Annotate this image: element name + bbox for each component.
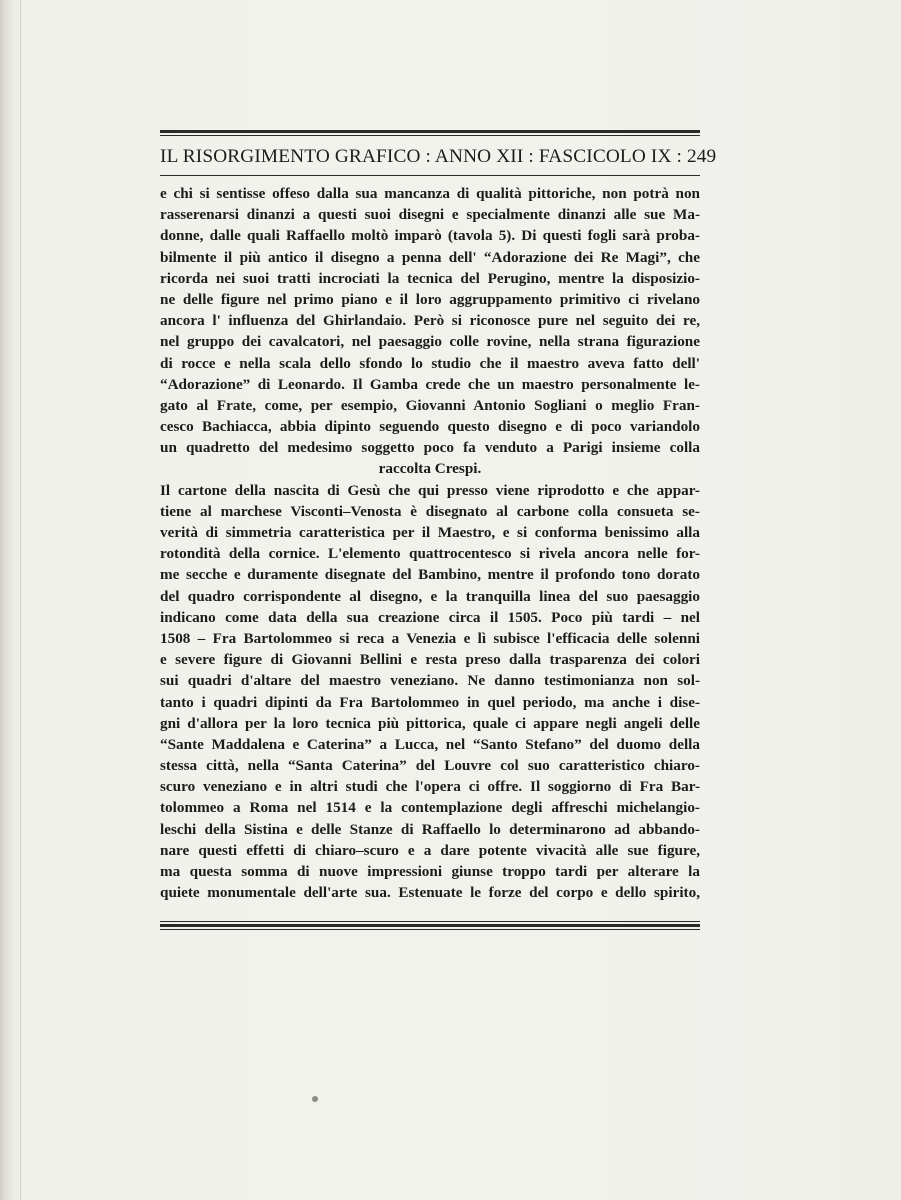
text-line: 1508 – Fra Bartolommeo si reca a Venezia e lì subisce l'efficacia delle solenni <box>160 629 700 647</box>
binding-edge <box>0 0 14 1200</box>
text-line: donne, dalle quali Raffaello moltò imparò (tavola 5). Di questi fogli sarà proba- <box>160 227 700 245</box>
text-line: indicano come data della sua creazione circa il 1505. Poco più tardi – nel <box>160 608 700 626</box>
text-line: ne delle figure nel primo piano e il loro aggruppamento primitivo ci rivelano <box>160 290 700 308</box>
text-line: scuro veneziano e in altri studi che l'opera ci offre. Il soggiorno di Fra Bar- <box>160 778 700 796</box>
text-line: raccolta Crespi. <box>378 460 482 478</box>
text-line: ancora l' influenza del Ghirlandaio. Però si riconosce pure nel seguito dei re, <box>160 312 700 330</box>
bottom-double-rule <box>160 921 700 930</box>
text-line: leschi della Sistina e delle Stanze di Raffaello lo determinarono ad abbando- <box>160 820 700 838</box>
text-line: nel gruppo dei cavalcatori, nel paesaggio colle rovine, nella strana figurazione <box>160 333 700 351</box>
running-head-rule <box>160 175 700 176</box>
text-line: un quadretto del medesimo soggetto poco fa venduto a Parigi insieme colla <box>160 439 700 457</box>
text-line: ricorda nei suoi tratti incrociati la tecnica del Perugino, mentre la disposizio- <box>160 269 700 287</box>
text-line: Il cartone della nascita di Gesù che qui presso viene riprodotto e che appar- <box>160 481 700 499</box>
text-line: gni d'allora per la loro tecnica più pittorica, quale ci appare negli angeli delle <box>160 714 700 732</box>
text-line: rotondità della cornice. L'elemento quattrocentesco si rivela ancora nelle for- <box>160 545 700 563</box>
text-line: me secche e duramente disegnate del Bambino, mentre il profondo tono dorato <box>160 566 700 584</box>
text-line: ma questa somma di nuove impressioni giunse troppo tardi per alterare la <box>160 863 700 880</box>
text-line: nare questi effetti di chiaro–scuro e a dare potente vivacità alle sue figure, <box>160 841 700 859</box>
text-line: verità di simmetria caratteristica per il Maestro, e si conforma benissimo alla <box>160 524 700 541</box>
text-line: cesco Bachiacca, abbia dipinto seguendo questo disegno e di poco variandolo <box>160 418 700 436</box>
text-line: tiene al marchese Visconti–Venosta è disegnato al carbone colla consueta se- <box>160 502 700 520</box>
text-line: “Sante Maddalena e Caterina” a Lucca, nel “Santo Stefano” del duomo della <box>160 735 700 753</box>
text-line: tanto i quadri dipinti da Fra Bartolommeo in quel periodo, ma anche i dise- <box>160 693 700 711</box>
paper-speck <box>312 1096 318 1102</box>
page-fold-line <box>20 0 21 1200</box>
text-line: “Adorazione” di Leonardo. Il Gamba crede che un maestro personalmente le- <box>160 375 700 393</box>
text-line: di rocce e nella scala dello sfondo lo studio che il maestro aveva fatto dell' <box>160 354 700 372</box>
body-text <box>160 183 700 903</box>
text-line: sui quadri d'altare del maestro veneziano. Ne danno testimonianza non sol- <box>160 672 700 690</box>
text-line: quiete monumentale dell'arte sua. Estenuate le forze del corpo e dello spirito, <box>160 884 700 902</box>
running-head: IL RISORGIMENTO GRAFICO : ANNO XII : FASCICOLO IX : 249 <box>160 146 717 167</box>
text-line: tolommeo a Roma nel 1514 e la contemplazione degli affreschi michelangio- <box>160 799 700 817</box>
text-line: e severe figure di Giovanni Bellini e resta preso dalla trasparenza dei colori <box>160 651 700 669</box>
text-line: e chi si sentisse offeso dalla sua mancanza di qualità pittoriche, non potrà non <box>160 185 700 202</box>
text-line: del quadro corrispondente al disegno, e la tranquilla linea del suo paesaggio <box>160 587 700 605</box>
top-double-rule <box>160 130 700 136</box>
text-line: bilmente il più antico il disegno a penna dell' “Adorazione dei Re Magi”, che <box>160 248 700 266</box>
text-line: stessa città, nella “Santa Caterina” del Louvre col suo caratteristico chiaro- <box>160 757 700 775</box>
text-line: gato al Frate, come, per esempio, Giovanni Antonio Sogliani o meglio Fran- <box>160 396 700 414</box>
text-line: rasserenarsi dinanzi a questi suoi disegni e specialmente dinanzi alle sue Ma- <box>160 206 700 224</box>
